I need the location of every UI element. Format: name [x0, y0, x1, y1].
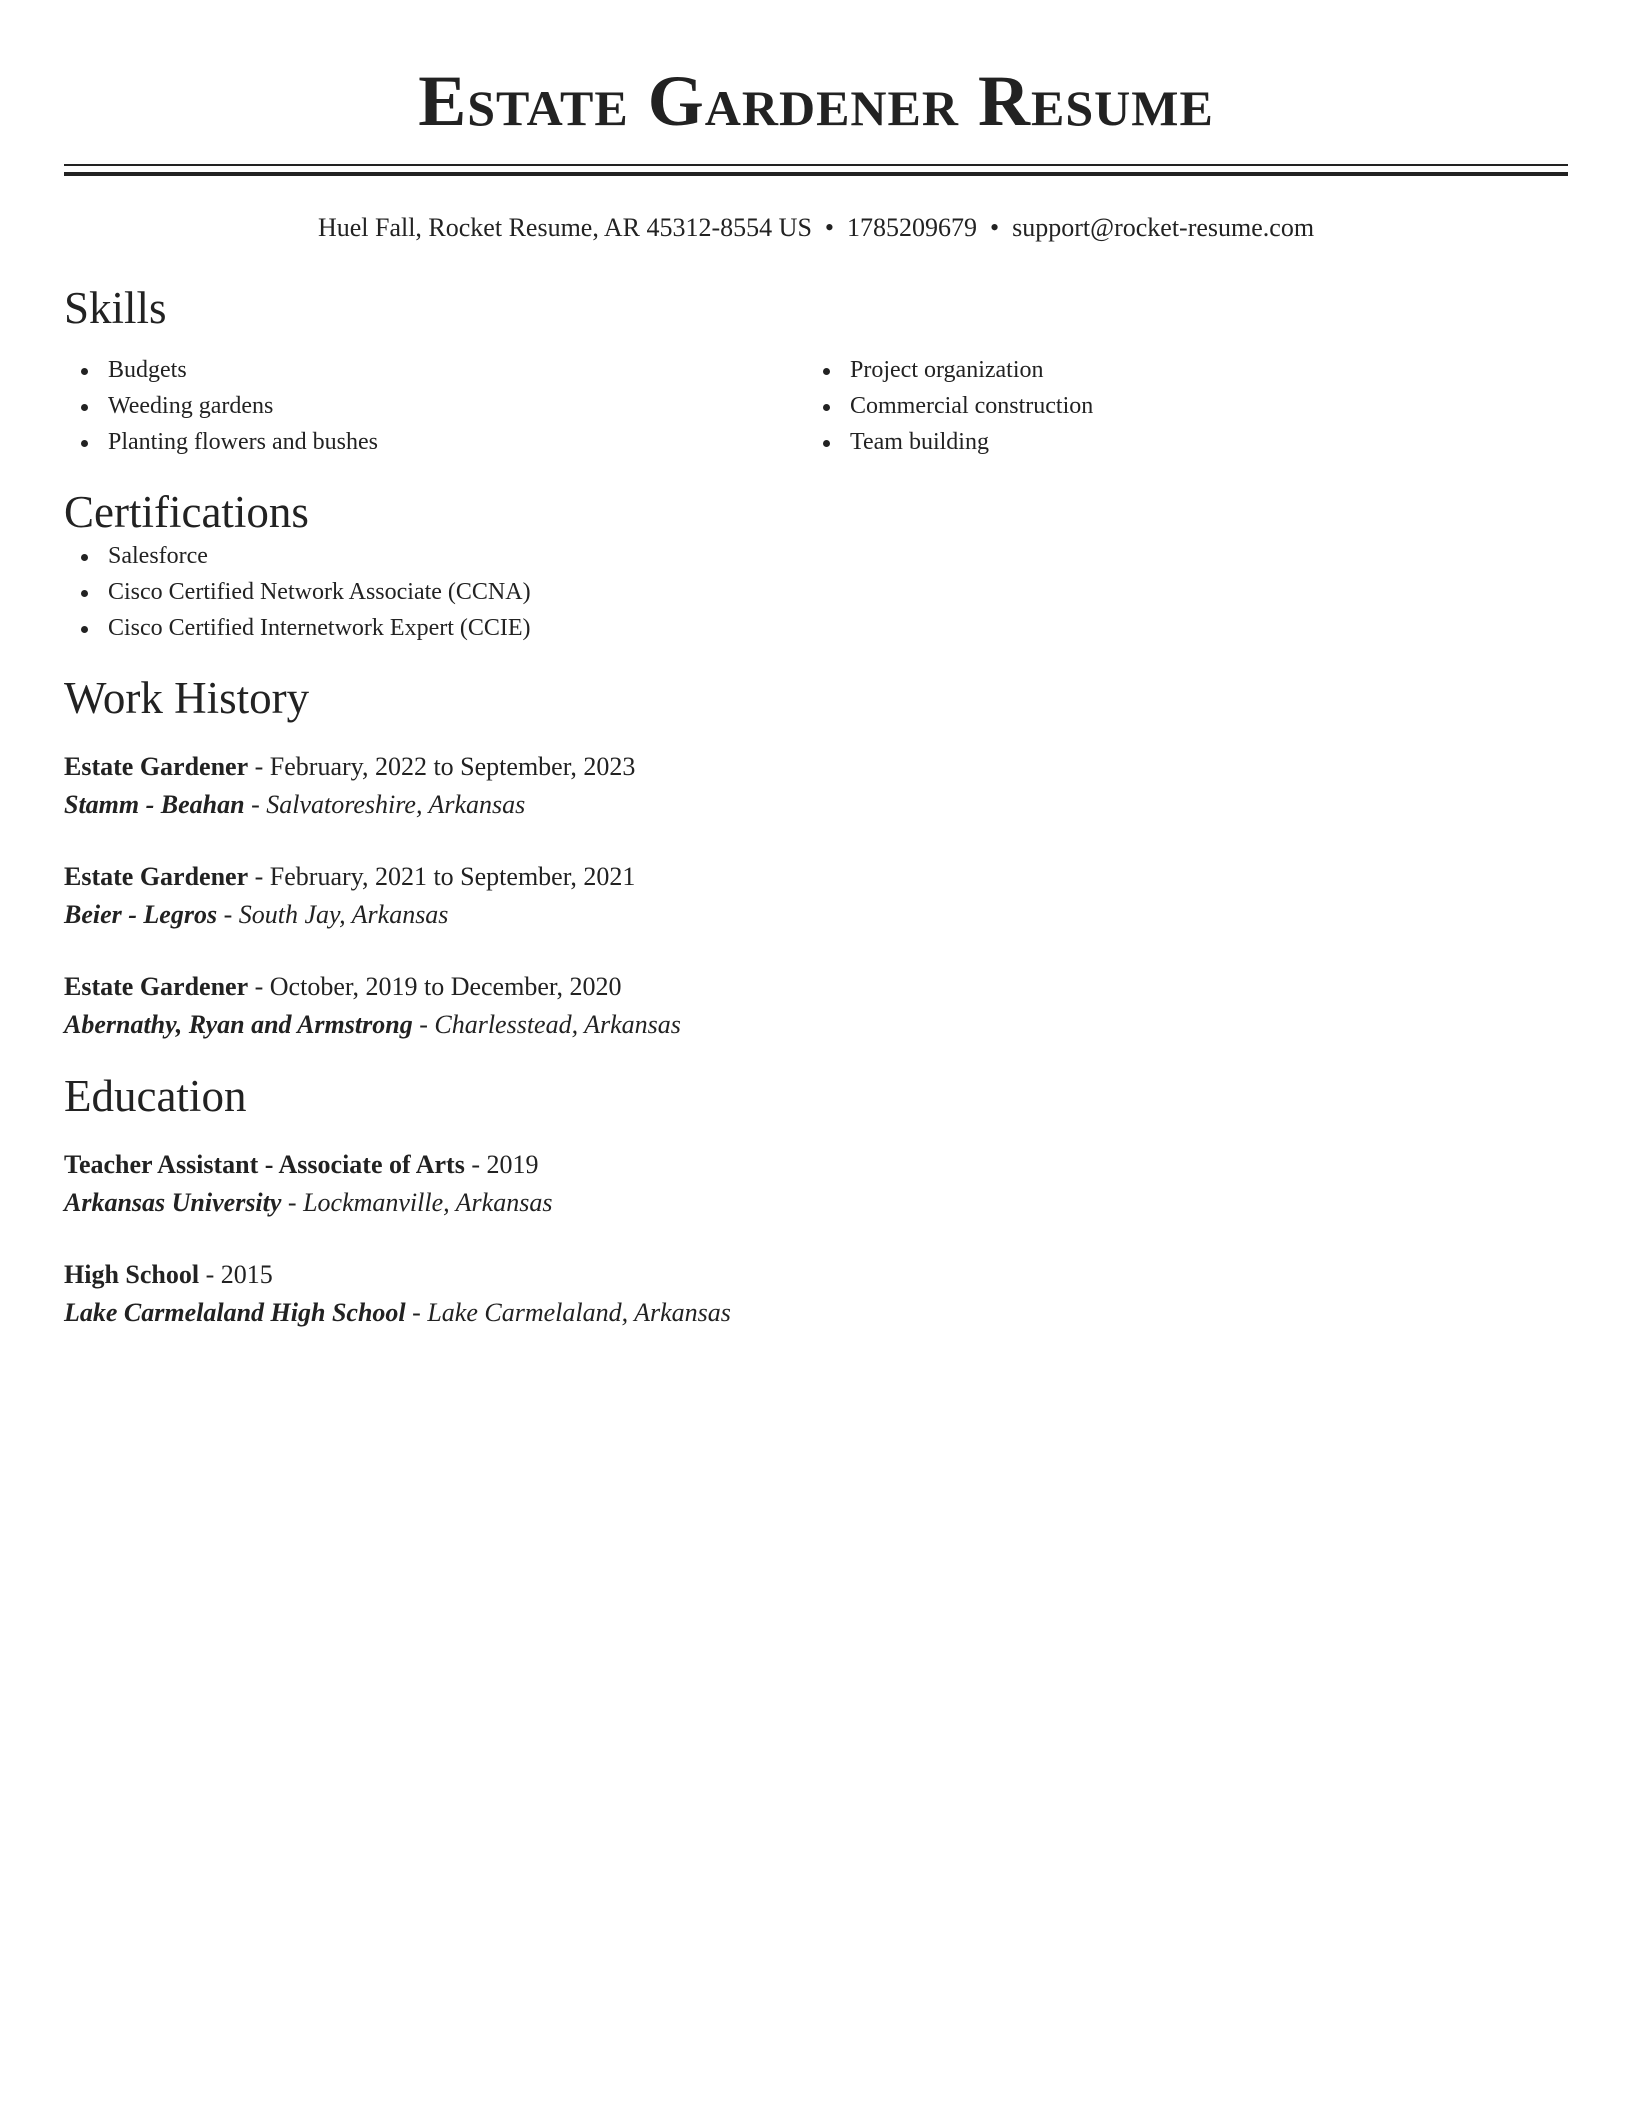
resume-title: Estate Gardener Resume [418, 61, 1214, 141]
skills-list-right [806, 352, 1548, 460]
job-company: Beier - Legros [64, 900, 218, 929]
job-company-line [64, 896, 1568, 934]
school-location: - Lake Carmelaland, Arkansas [405, 1298, 731, 1327]
contact-address: Huel Fall, Rocket Resume, AR 45312-8554 US [317, 213, 812, 242]
job-entry [64, 858, 1568, 934]
education-heading: Education [64, 1071, 247, 1121]
degree-name: High School [64, 1260, 200, 1289]
skills-grid [64, 352, 1568, 460]
degree-year: - 2019 [464, 1150, 539, 1179]
skills-column-right [806, 352, 1548, 460]
degree-line [64, 1146, 1568, 1184]
skill-item: Weeding gardens [64, 388, 806, 424]
skill-item: Project organization [806, 352, 1548, 388]
job-entry [64, 968, 1568, 1044]
job-company: Stamm - Beahan [64, 790, 245, 819]
job-title: Estate Gardener [64, 972, 249, 1001]
school-location: - Lockmanville, Arkansas [281, 1188, 553, 1217]
contact-email: support@rocket-resume.com [1012, 213, 1315, 242]
title-divider [64, 164, 1568, 176]
school-name: Arkansas University [64, 1188, 282, 1217]
skill-item: Budgets [64, 352, 806, 388]
certification-item: Salesforce [64, 538, 1568, 574]
job-location: - South Jay, Arkansas [217, 900, 449, 929]
job-title-line [64, 748, 1568, 786]
school-line [64, 1294, 1568, 1332]
job-title-line [64, 968, 1568, 1006]
job-title: Estate Gardener [64, 862, 249, 891]
degree-year: - 2015 [199, 1260, 273, 1289]
job-dates: - October, 2019 to December, 2020 [248, 972, 622, 1001]
education-entry [64, 1146, 1568, 1222]
job-entry [64, 748, 1568, 824]
job-location: - Charlesstead, Arkansas [412, 1010, 681, 1039]
job-company-line [64, 1006, 1568, 1044]
certification-item: Cisco Certified Network Associate (CCNA) [64, 574, 1568, 610]
job-title: Estate Gardener [64, 752, 249, 781]
job-company: Abernathy, Ryan and Armstrong [64, 1010, 413, 1039]
certifications-list [64, 538, 1568, 646]
job-title-line [64, 858, 1568, 896]
job-dates: - February, 2021 to September, 2021 [248, 862, 636, 891]
skill-item: Commercial construction [806, 388, 1548, 424]
school-name: Lake Carmelaland High School [64, 1298, 406, 1327]
job-company-line [64, 786, 1568, 824]
skills-column-left [64, 352, 806, 460]
job-dates: - February, 2022 to September, 2023 [248, 752, 636, 781]
school-line [64, 1184, 1568, 1222]
certification-item: Cisco Certified Internetwork Expert (CCIE) [64, 610, 1568, 646]
degree-name: Teacher Assistant - Associate of Arts [64, 1150, 465, 1179]
skills-heading: Skills [64, 283, 167, 333]
contact-separator: • [990, 213, 1000, 242]
degree-line [64, 1256, 1568, 1294]
work-history-heading: Work History [64, 673, 310, 723]
skill-item: Team building [806, 424, 1548, 460]
education-entry [64, 1256, 1568, 1332]
contact-separator: • [824, 213, 835, 242]
job-location: - Salvatoreshire, Arkansas [244, 790, 526, 819]
certifications-heading: Certifications [64, 487, 309, 537]
contact-line [64, 212, 1568, 244]
contact-phone: 1785209679 [847, 213, 978, 242]
skill-item: Planting flowers and bushes [64, 424, 806, 460]
skills-list-left [64, 352, 806, 460]
